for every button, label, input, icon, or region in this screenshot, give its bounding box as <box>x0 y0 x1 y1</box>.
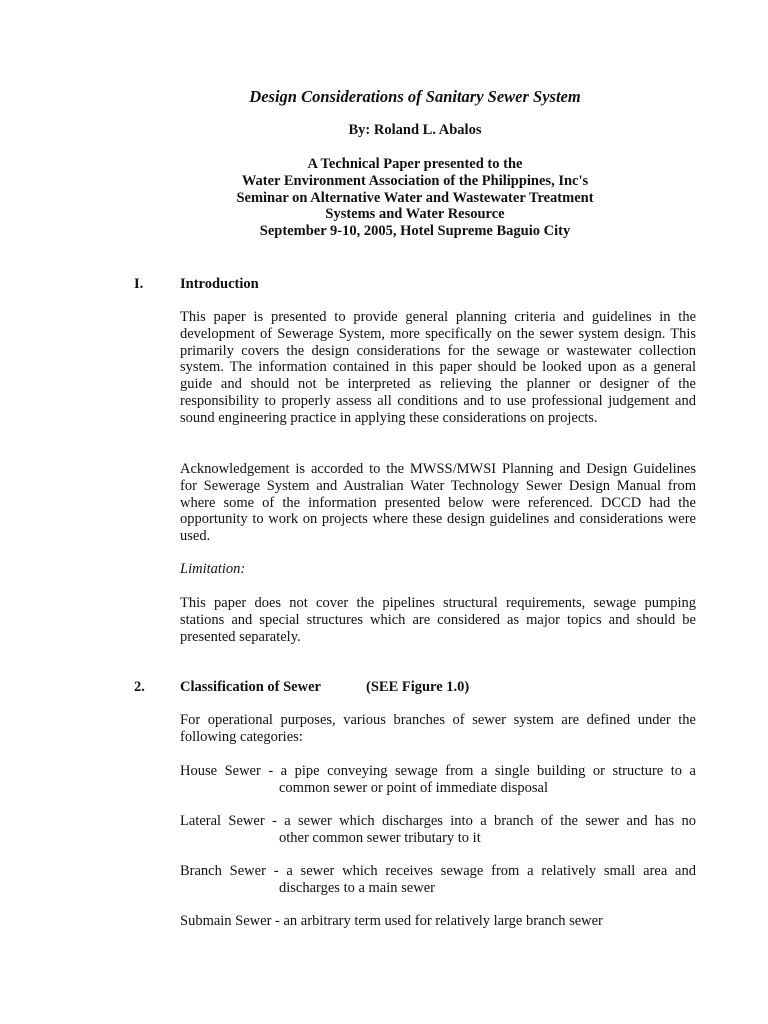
definition-text: Lateral Sewer - a sewer which discharges into a branch of the sewer and has no <box>180 813 696 829</box>
presentation-line: Water Environment Association of the Philippines, Inc's <box>241 172 589 189</box>
section-2-heading: Classification of Sewer <box>180 679 321 695</box>
definition-text: Submain Sewer - an arbitrary term used for relatively large branch sewer <box>180 913 603 929</box>
author-line: By: Roland L. Abalos <box>348 122 482 138</box>
definition-lateral-sewer <box>180 813 696 847</box>
section-1-number: I. <box>134 276 144 292</box>
definition-continuation: discharges to a main sewer <box>279 879 435 896</box>
presentation-line: A Technical Paper presented to the <box>307 156 523 172</box>
definition-continuation: common sewer or point of immediate disposal <box>279 779 549 796</box>
limitation-label: Limitation: <box>180 561 246 577</box>
presentation-line: Seminar on Alternative Water and Wastewater Treatment <box>236 189 594 206</box>
limitation-paragraph: This paper does not cover the pipelines structural requirements, sewage pumping stations and special structures which are considered as major topics and should be presented separately. <box>180 595 696 645</box>
definition-house-sewer <box>180 763 696 797</box>
classification-intro: For operational purposes, various branches of sewer system are defined under the following categories: <box>180 712 696 745</box>
intro-paragraph-1: This paper is presented to provide general planning criteria and guidelines in the development of Sewerage System, more specifically on the sewer system design. This primarily covers the design considerations for the sewage or wastewater collection system. The information contained in this paper should be looked upon as a general guide and should not be interpreted as relieving the planner or designer of the responsibility to properly assess all conditions and to use professional judgement and sound engineering practice in applying these considerations on projects. <box>180 309 696 426</box>
section-1-heading: Introduction <box>180 276 259 292</box>
section-2-number: 2. <box>134 679 145 695</box>
document-title: Design Considerations of Sanitary Sewer System <box>249 87 581 106</box>
definition-text: House Sewer - a pipe conveying sewage from a single building or structure to a <box>180 763 696 779</box>
definition-text: Branch Sewer - a sewer which receives sewage from a relatively small area and <box>180 863 696 879</box>
definition-branch-sewer <box>180 863 696 897</box>
presentation-info <box>0 156 768 240</box>
presentation-line: September 9-10, 2005, Hotel Supreme Baguio City <box>259 223 571 240</box>
intro-paragraph-2: Acknowledgement is accorded to the MWSS/MWSI Planning and Design Guidelines for Sewerage System and Australian Water Technology Sewer Design Manual from where some of the information presented below were referenced. DCCD had the opportunity to work on projects where these design guidelines and considerations were used. <box>180 461 696 545</box>
definition-submain-sewer <box>180 913 696 930</box>
presentation-line: Systems and Water Resource <box>325 206 505 223</box>
figure-reference: (SEE Figure 1.0) <box>366 679 470 695</box>
definition-continuation: other common sewer tributary to it <box>279 829 481 846</box>
